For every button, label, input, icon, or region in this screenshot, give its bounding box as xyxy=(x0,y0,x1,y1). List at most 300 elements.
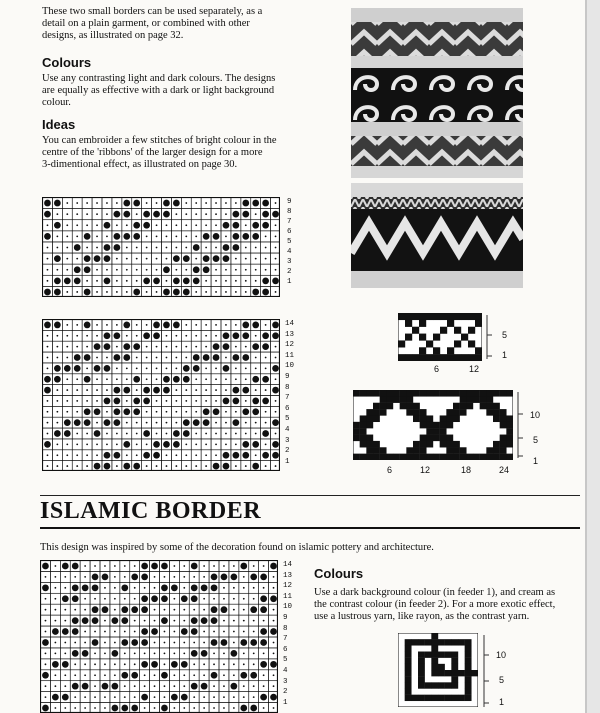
empty-stitch-dot xyxy=(45,576,47,578)
stitch-dot xyxy=(163,387,170,394)
empty-stitch-dot xyxy=(275,291,277,293)
empty-stitch-dot xyxy=(245,422,247,424)
empty-stitch-dot xyxy=(185,247,187,249)
stitch-dot xyxy=(173,441,180,448)
stitch-dot xyxy=(272,452,279,459)
empty-stitch-dot xyxy=(265,258,267,260)
stitch-dot xyxy=(153,277,160,284)
mini-cell-filled xyxy=(386,454,393,460)
empty-stitch-dot xyxy=(166,411,168,413)
stitch-dot xyxy=(233,211,240,218)
empty-stitch-dot xyxy=(136,247,138,249)
empty-stitch-dot xyxy=(96,224,98,226)
stitch-dot xyxy=(104,452,111,459)
mini-cell-filled xyxy=(360,422,367,429)
empty-stitch-dot xyxy=(166,454,168,456)
mini-cell-filled xyxy=(451,695,458,701)
stitch-dot xyxy=(260,661,267,668)
empty-stitch-dot xyxy=(273,642,275,644)
mini-cell-filled xyxy=(465,676,472,682)
empty-stitch-dot xyxy=(263,565,265,567)
empty-stitch-dot xyxy=(215,400,217,402)
empty-stitch-dot xyxy=(146,411,148,413)
stitch-dot xyxy=(262,211,269,218)
empty-stitch-dot xyxy=(243,609,245,611)
stitch-dot xyxy=(104,222,111,229)
empty-stitch-dot xyxy=(76,389,78,391)
stitch-dot xyxy=(133,376,140,383)
row-number: 3 xyxy=(283,677,288,686)
empty-stitch-dot xyxy=(156,400,158,402)
stitch-dot xyxy=(270,661,277,668)
stitch-dot xyxy=(131,705,138,712)
mini-cell-filled xyxy=(418,676,425,682)
empty-stitch-dot xyxy=(166,346,168,348)
empty-stitch-dot xyxy=(215,224,217,226)
empty-stitch-dot xyxy=(243,631,245,633)
mini-cell-filled xyxy=(493,415,500,422)
mini-chart-large-motif xyxy=(353,390,513,460)
empty-stitch-dot xyxy=(144,685,146,687)
empty-stitch-dot xyxy=(215,280,217,282)
empty-stitch-dot xyxy=(175,335,177,337)
mini2-y-axis xyxy=(514,390,528,460)
empty-stitch-dot xyxy=(66,235,68,237)
empty-stitch-dot xyxy=(136,422,138,424)
empty-stitch-dot xyxy=(255,422,257,424)
stitch-dot xyxy=(262,376,269,383)
empty-stitch-dot xyxy=(275,378,277,380)
y-tick-label: 5 xyxy=(499,675,505,685)
empty-stitch-dot xyxy=(275,400,277,402)
empty-stitch-dot xyxy=(213,652,215,654)
empty-stitch-dot xyxy=(195,389,197,391)
mini-cell-filled xyxy=(506,435,513,442)
empty-stitch-dot xyxy=(164,696,166,698)
stitch-dot xyxy=(133,463,140,470)
empty-stitch-dot xyxy=(84,663,86,665)
empty-stitch-dot xyxy=(263,620,265,622)
stitch-dot xyxy=(123,233,130,240)
mini-cell-filled xyxy=(360,435,367,442)
empty-stitch-dot xyxy=(106,411,108,413)
mini-cell-filled xyxy=(413,447,420,454)
empty-stitch-dot xyxy=(195,213,197,215)
mini-cell-filled xyxy=(386,403,393,410)
mini-cell-filled xyxy=(418,670,425,676)
empty-stitch-dot xyxy=(146,357,148,359)
empty-stitch-dot xyxy=(223,652,225,654)
empty-stitch-dot xyxy=(164,631,166,633)
stitch-dot xyxy=(250,606,257,613)
empty-stitch-dot xyxy=(265,324,267,326)
stitch-dot xyxy=(102,574,109,581)
stitch-dot xyxy=(193,266,200,273)
stitch-dot xyxy=(250,639,257,646)
empty-stitch-dot xyxy=(116,202,118,204)
mini-cell-filled xyxy=(465,639,472,645)
empty-stitch-dot xyxy=(233,620,235,622)
empty-stitch-dot xyxy=(195,202,197,204)
mini-cell-filled xyxy=(425,695,432,701)
stitch-dot xyxy=(64,430,71,437)
colours-line: use a lustrous yarn, like rayon, as the contrast yarn. xyxy=(314,611,530,622)
empty-stitch-dot xyxy=(213,685,215,687)
mini-cell-filled xyxy=(480,396,487,403)
stitch-dot xyxy=(173,255,180,262)
stitch-dot xyxy=(181,694,188,701)
stitch-dot xyxy=(121,705,128,712)
stitch-dot xyxy=(252,398,259,405)
empty-stitch-dot xyxy=(74,576,76,578)
empty-stitch-dot xyxy=(164,663,166,665)
empty-stitch-dot xyxy=(66,400,68,402)
empty-stitch-dot xyxy=(86,202,88,204)
empty-stitch-dot xyxy=(56,443,58,445)
empty-stitch-dot xyxy=(156,235,158,237)
mini-cell-filled xyxy=(440,390,447,397)
empty-stitch-dot xyxy=(96,422,98,424)
mini-cell-filled xyxy=(433,428,440,435)
stitch-dot xyxy=(92,617,99,624)
mini-cell-filled xyxy=(454,313,461,320)
stitch-dot xyxy=(74,277,81,284)
empty-stitch-dot xyxy=(96,443,98,445)
stitch-dot xyxy=(94,255,101,262)
stitch-dot xyxy=(82,617,89,624)
row-number: 9 xyxy=(285,372,290,381)
stitch-dot xyxy=(252,222,259,229)
empty-stitch-dot xyxy=(166,433,168,435)
stitch-dot xyxy=(64,365,71,372)
empty-stitch-dot xyxy=(156,357,158,359)
mini-cell-filled xyxy=(438,682,445,688)
empty-stitch-dot xyxy=(54,587,56,589)
mini-cell-filled xyxy=(373,409,380,416)
empty-stitch-dot xyxy=(223,696,225,698)
empty-stitch-dot xyxy=(106,202,108,204)
mini-cell-filled xyxy=(440,435,447,442)
mini-cell-filled xyxy=(454,354,461,361)
stitch-dot xyxy=(104,463,111,470)
stitch-dot xyxy=(203,233,210,240)
empty-stitch-dot xyxy=(273,587,275,589)
empty-stitch-dot xyxy=(146,465,148,467)
empty-stitch-dot xyxy=(47,224,49,226)
stitch-dot xyxy=(123,322,130,329)
mini-cell-filled xyxy=(420,454,427,460)
stitch-dot xyxy=(233,387,240,394)
mini-cell-filled xyxy=(420,447,427,454)
row-number: 4 xyxy=(287,248,292,256)
empty-stitch-dot xyxy=(54,685,56,687)
ideas-heading: Ideas xyxy=(42,117,76,132)
mini-cell-filled xyxy=(398,340,405,347)
empty-stitch-dot xyxy=(104,652,106,654)
stitch-dot xyxy=(141,694,148,701)
empty-stitch-dot xyxy=(96,247,98,249)
stitch-dot xyxy=(161,672,168,679)
empty-stitch-dot xyxy=(205,465,207,467)
stitch-dot xyxy=(42,672,49,679)
mini-cell-filled xyxy=(418,652,425,658)
empty-stitch-dot xyxy=(114,609,116,611)
row-number: 14 xyxy=(283,561,293,569)
empty-stitch-dot xyxy=(193,674,195,676)
empty-stitch-dot xyxy=(275,357,277,359)
mini-cell-filled xyxy=(458,639,465,645)
empty-stitch-dot xyxy=(156,465,158,467)
empty-stitch-dot xyxy=(265,367,267,369)
mini-cell-filled xyxy=(480,403,487,410)
stitch-dot xyxy=(104,255,111,262)
empty-stitch-dot xyxy=(136,280,138,282)
stitch-dot xyxy=(240,639,247,646)
mini-cell-filled xyxy=(475,320,482,327)
section-divider xyxy=(40,495,580,496)
mini-cell-filled xyxy=(431,664,438,670)
empty-stitch-dot xyxy=(166,258,168,260)
empty-stitch-dot xyxy=(255,280,257,282)
mini-cell-filled xyxy=(451,658,458,664)
mini-cell-filled xyxy=(433,354,440,361)
empty-stitch-dot xyxy=(84,631,86,633)
empty-stitch-dot xyxy=(84,642,86,644)
empty-stitch-dot xyxy=(253,598,255,600)
empty-stitch-dot xyxy=(94,652,96,654)
empty-stitch-dot xyxy=(96,324,98,326)
mini-cell-filled xyxy=(412,327,419,334)
mini-cell-filled xyxy=(506,422,513,429)
stitch-dot xyxy=(161,584,168,591)
ideas-text xyxy=(42,135,277,171)
colours-line: are equally as effective with a dark or light background xyxy=(42,85,275,96)
row-number: 10 xyxy=(285,362,295,371)
empty-stitch-dot xyxy=(94,598,96,600)
empty-stitch-dot xyxy=(164,652,166,654)
empty-stitch-dot xyxy=(255,247,257,249)
mini-cell-filled xyxy=(405,682,412,688)
empty-stitch-dot xyxy=(185,346,187,348)
mini-cell-filled xyxy=(458,695,465,701)
mini-cell-filled xyxy=(418,664,425,670)
empty-stitch-dot xyxy=(134,663,136,665)
stitch-dot xyxy=(133,289,140,296)
chart3-row-numbers xyxy=(283,560,292,708)
mini-cell-filled xyxy=(413,409,420,416)
empty-stitch-dot xyxy=(223,598,225,600)
empty-stitch-dot xyxy=(45,685,47,687)
empty-stitch-dot xyxy=(134,565,136,567)
stitch-dot xyxy=(233,419,240,426)
empty-stitch-dot xyxy=(94,674,96,676)
empty-stitch-dot xyxy=(47,346,49,348)
stitch-dot xyxy=(183,376,190,383)
mini-cell-filled xyxy=(506,390,513,397)
mini-cell-filled xyxy=(426,354,433,361)
empty-stitch-dot xyxy=(66,213,68,215)
stitch-dot xyxy=(213,255,220,262)
empty-stitch-dot xyxy=(233,674,235,676)
empty-stitch-dot xyxy=(273,674,275,676)
empty-stitch-dot xyxy=(45,631,47,633)
row-number: 6 xyxy=(285,404,290,413)
stitch-dot xyxy=(252,376,259,383)
stitch-dot xyxy=(84,322,91,329)
stitch-dot xyxy=(44,289,51,296)
y-tick-label: 5 xyxy=(533,435,539,445)
stitch-dot xyxy=(112,705,119,712)
stitch-dot xyxy=(213,463,220,470)
empty-stitch-dot xyxy=(124,598,126,600)
empty-stitch-dot xyxy=(185,454,187,456)
empty-stitch-dot xyxy=(255,269,257,271)
empty-stitch-dot xyxy=(54,652,56,654)
row-number: 3 xyxy=(285,436,290,445)
empty-stitch-dot xyxy=(116,378,118,380)
empty-stitch-dot xyxy=(193,642,195,644)
mini-cell-filled xyxy=(475,347,482,354)
empty-stitch-dot xyxy=(146,235,148,237)
empty-stitch-dot xyxy=(154,707,156,709)
stitch-dot xyxy=(54,376,61,383)
stitch-dot xyxy=(123,441,130,448)
mini-cell-filled xyxy=(360,441,367,448)
empty-stitch-dot xyxy=(124,652,126,654)
empty-stitch-dot xyxy=(265,422,267,424)
ideas-line: 3-dimentional effect, as illustrated on page 30. xyxy=(42,159,238,170)
empty-stitch-dot xyxy=(64,685,66,687)
empty-stitch-dot xyxy=(166,367,168,369)
mini-cell-filled xyxy=(473,390,480,397)
mini-cell-filled xyxy=(453,409,460,416)
mini-cell-filled xyxy=(353,435,360,442)
stitch-dot xyxy=(252,463,259,470)
stitch-dot xyxy=(82,584,89,591)
mini-cell-filled xyxy=(500,390,507,397)
y-tick-label: 1 xyxy=(533,456,539,466)
empty-stitch-dot xyxy=(233,707,235,709)
empty-stitch-dot xyxy=(245,346,247,348)
row-number: 1 xyxy=(285,457,290,466)
stitch-dot xyxy=(203,354,210,361)
empty-stitch-dot xyxy=(233,587,235,589)
empty-stitch-dot xyxy=(183,587,185,589)
stitch-dot xyxy=(260,574,267,581)
empty-stitch-dot xyxy=(56,335,58,337)
empty-stitch-dot xyxy=(243,696,245,698)
empty-stitch-dot xyxy=(126,454,128,456)
empty-stitch-dot xyxy=(56,235,58,237)
empty-stitch-dot xyxy=(104,587,106,589)
empty-stitch-dot xyxy=(225,202,227,204)
stitch-dot xyxy=(272,441,279,448)
stitch-dot xyxy=(141,661,148,668)
stitch-dot xyxy=(193,277,200,284)
stitch-dot xyxy=(121,606,128,613)
empty-stitch-dot xyxy=(203,642,205,644)
mini-chart-small-motif xyxy=(398,313,482,361)
stitch-dot xyxy=(193,354,200,361)
empty-stitch-dot xyxy=(243,685,245,687)
empty-stitch-dot xyxy=(275,269,277,271)
empty-stitch-dot xyxy=(134,587,136,589)
stitch-dot xyxy=(191,563,198,570)
mini-cell-filled xyxy=(453,403,460,410)
empty-stitch-dot xyxy=(47,454,49,456)
empty-stitch-dot xyxy=(275,224,277,226)
empty-stitch-dot xyxy=(116,258,118,260)
stitch-dot xyxy=(123,408,130,415)
stitch-dot xyxy=(233,222,240,229)
mini-cell-filled xyxy=(380,390,387,397)
empty-stitch-dot xyxy=(166,465,168,467)
empty-stitch-dot xyxy=(66,269,68,271)
empty-stitch-dot xyxy=(225,443,227,445)
empty-stitch-dot xyxy=(47,422,49,424)
mini-cell-filled xyxy=(461,313,468,320)
mini-cell-filled xyxy=(380,454,387,460)
mini-cell-filled xyxy=(460,396,467,403)
stitch-dot xyxy=(201,683,208,690)
stitch-dot xyxy=(133,408,140,415)
empty-stitch-dot xyxy=(156,367,158,369)
mini-cell-filled xyxy=(500,415,507,422)
empty-stitch-dot xyxy=(223,663,225,665)
empty-stitch-dot xyxy=(223,587,225,589)
empty-stitch-dot xyxy=(106,443,108,445)
empty-stitch-dot xyxy=(54,598,56,600)
stitch-dot xyxy=(84,266,91,273)
empty-stitch-dot xyxy=(175,400,177,402)
stitch-dot xyxy=(72,650,79,657)
empty-stitch-dot xyxy=(203,696,205,698)
mini-cell-filled xyxy=(380,409,387,416)
empty-stitch-dot xyxy=(56,247,58,249)
empty-stitch-dot xyxy=(154,642,156,644)
knitted-sample-photo-bottom xyxy=(351,183,523,288)
empty-stitch-dot xyxy=(86,280,88,282)
empty-stitch-dot xyxy=(47,357,49,359)
empty-stitch-dot xyxy=(275,247,277,249)
empty-stitch-dot xyxy=(154,652,156,654)
x-tick-label: 18 xyxy=(461,465,472,475)
stitch-dot xyxy=(54,255,61,262)
mini-cell-filled xyxy=(380,396,387,403)
empty-stitch-dot xyxy=(235,291,237,293)
empty-stitch-dot xyxy=(96,389,98,391)
empty-stitch-dot xyxy=(273,652,275,654)
book-spine xyxy=(585,0,600,713)
empty-stitch-dot xyxy=(213,598,215,600)
stitch-dot xyxy=(72,584,79,591)
empty-stitch-dot xyxy=(175,346,177,348)
mini-cell-filled xyxy=(431,682,438,688)
empty-stitch-dot xyxy=(126,422,128,424)
row-number: 14 xyxy=(285,320,295,328)
empty-stitch-dot xyxy=(96,454,98,456)
stitch-dot xyxy=(213,343,220,350)
stitch-dot xyxy=(231,574,238,581)
empty-stitch-dot xyxy=(156,433,158,435)
row-number: 5 xyxy=(285,415,290,424)
stitch-dot xyxy=(171,584,178,591)
mini-cell-filled xyxy=(413,454,420,460)
row-number: 6 xyxy=(283,645,288,654)
mini-cell-filled xyxy=(500,409,507,416)
row-number: 4 xyxy=(283,666,288,675)
stitch-dot xyxy=(151,661,158,668)
